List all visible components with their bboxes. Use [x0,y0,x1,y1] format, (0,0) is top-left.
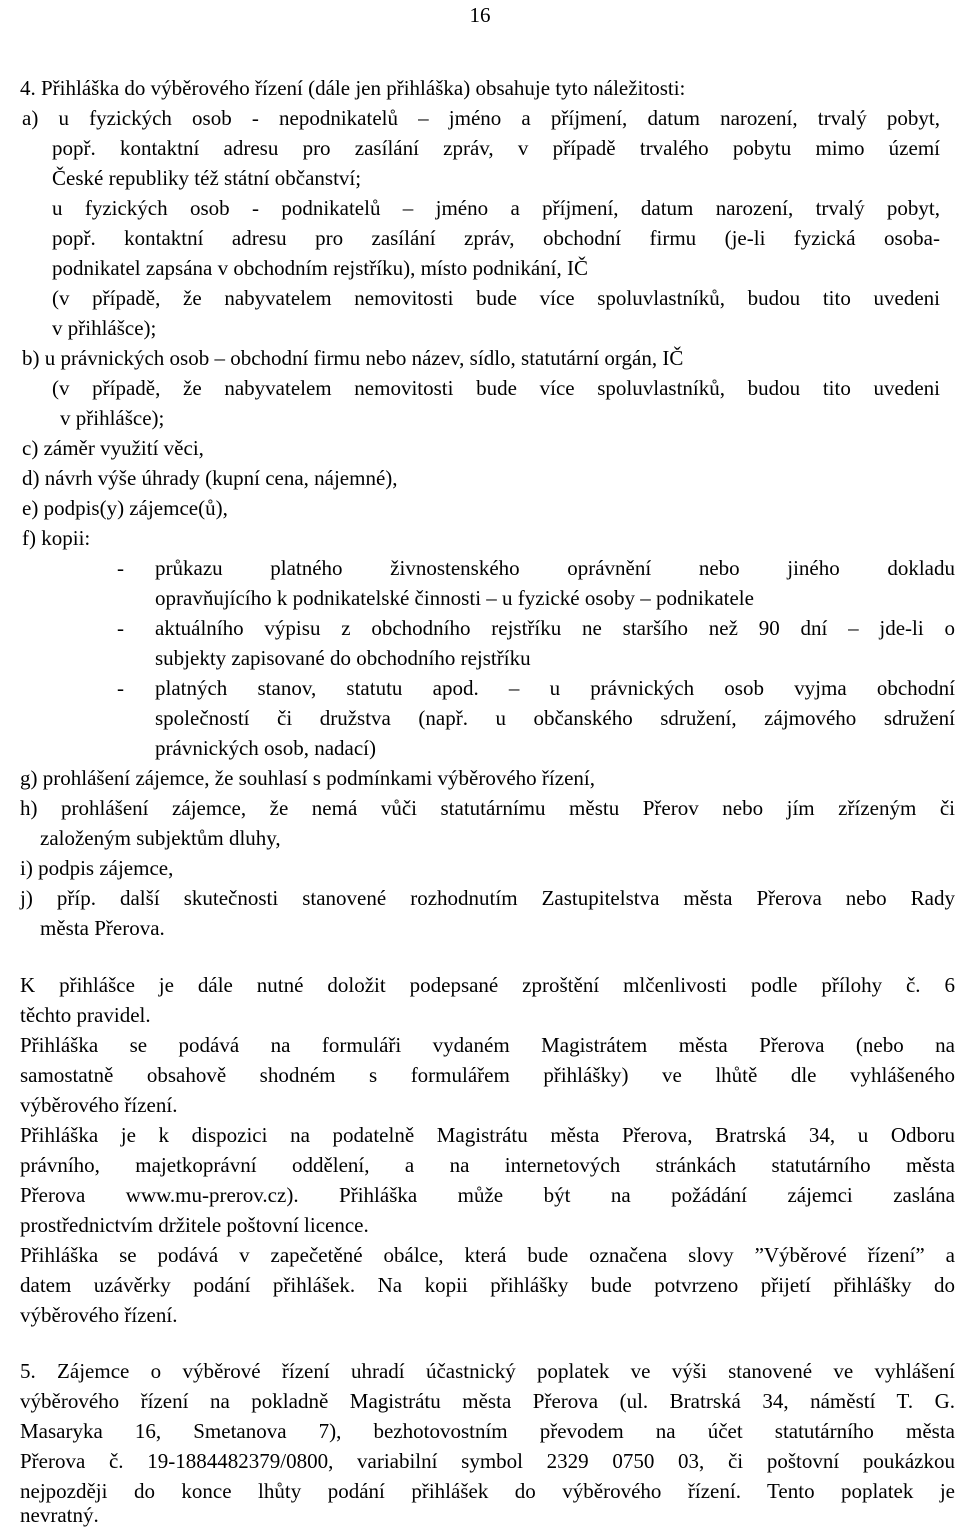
section-5-line6: nevratný. [20,1503,99,1527]
para-4-line1: Přihláška se podává v zapečetěné obálce, která bude označena slovy ”Výběrové řízení” a [20,1243,955,1267]
section-5-line1: 5. Zájemce o výběrové řízení uhradí účastnický poplatek ve výši stanovené ve vyhlášení [20,1359,955,1383]
item-f2-line1: aktuálního výpisu z obchodního rejstříku ne staršího než 90 dní – jde-li o [155,616,955,640]
para-3-line2: právního, majetkoprávní oddělení, a na internetových stránkách statutárního města [20,1153,955,1177]
section-5-line3: Masaryka 16, Smetanova 7), bezhotovostním převodem na účet statutárního města [20,1419,955,1443]
item-b-line2: (v případě, že nabyvatelem nemovitosti bude více spoluvlastníků, budou tito uvedeni [52,376,940,400]
item-a3-line2: v přihlášce); [52,316,157,340]
para-3-line1: Přihláška je k dispozici na podatelně Magistrátu města Přerova, Bratrská 34, u Odboru [20,1123,955,1147]
para-3-line4: prostřednictvím držitele poštovní licence. [20,1213,369,1237]
para-1-line2: těchto pravidel. [20,1003,151,1027]
item-d: d) návrh výše úhrady (kupní cena, nájemné), [22,466,398,490]
item-f3-line2: společností či družstva (např. u občanského sdružení, zájmového sdružení [155,706,955,730]
item-a3-line1: (v případě, že nabyvatelem nemovitosti bude více spoluvlastníků, budou tito uvedeni [52,286,940,310]
item-a-line1: a) u fyzických osob - nepodnikatelů – jméno a příjmení, datum narození, trvalý pobyt, [22,106,940,130]
section-5-line2: výběrového řízení na pokladně Magistrátu města Přerova (ul. Bratrská 34, náměstí T. G. [20,1389,955,1413]
para-3-line3: Přerova www.mu-prerov.cz). Přihláška může být na požádání zájemci zaslána [20,1183,955,1207]
item-a2-line1: u fyzických osob - podnikatelů – jméno a příjmení, datum narození, trvalý pobyt, [52,196,940,220]
item-b-line3: v přihlášce); [60,406,165,430]
para-4-line3: výběrového řízení. [20,1303,178,1327]
item-i: i) podpis zájemce, [20,856,174,880]
section-4-intro: 4. Přihláška do výběrového řízení (dále jen přihláška) obsahuje tyto náležitosti: [20,76,686,100]
para-4-line2: datem uzávěrky podání přihlášek. Na kopii přihlášky bude potvrzeno přijetí přihlášky do [20,1273,955,1297]
item-a2-line2: popř. kontaktní adresu pro zasílání zpráv, obchodní firmu (je-li fyzická osoba- [52,226,940,250]
item-f: f) kopii: [22,526,91,550]
section-5-line4: Přerova č. 19-1884482379/0800, variabilní symbol 2329 0750 03, či poštovní poukázkou [20,1449,955,1473]
item-e: e) podpis(y) zájemce(ů), [22,496,228,520]
item-g: g) prohlášení zájemce, že souhlasí s podmínkami výběrového řízení, [20,766,595,790]
bullet-dash: - [117,556,124,580]
item-h-line2: založeným subjektům dluhy, [40,826,281,850]
item-f1-line2: opravňujícího k podnikatelské činnosti – u fyzické osoby – podnikatele [155,586,754,610]
item-a-line3: České republiky též státní občanství; [52,166,362,190]
item-j-line1: j) příp. další skutečnosti stanovené rozhodnutím Zastupitelstva města Přerova nebo Rady [20,886,955,910]
item-f3-line3: právnických osob, nadací) [155,736,377,760]
section-5-line5: nejpozději do konce lhůty podání přihlášek do výběrového řízení. Tento poplatek je [20,1479,955,1503]
para-1-line1: K přihlášce je dále nutné doložit podepsané zproštění mlčenlivosti podle přílohy č. 6 [20,973,955,997]
item-f1-line1: průkazu platného živnostenského oprávnění nebo jiného dokladu [155,556,955,580]
item-j-line2: města Přerova. [40,916,165,940]
page-number: 16 [469,3,491,27]
item-a2-line3: podnikatel zapsána v obchodním rejstříku), místo podnikání, IČ [52,256,588,280]
item-c: c) záměr využití věci, [22,436,204,460]
para-2-line1: Přihláška se podává na formuláři vydaném Magistrátem města Přerova (nebo na [20,1033,955,1057]
para-2-line3: výběrového řízení. [20,1093,178,1117]
item-a-line2: popř. kontaktní adresu pro zasílání zpráv, v případě trvalého pobytu mimo území [52,136,940,160]
item-h-line1: h) prohlášení zájemce, že nemá vůči statutárnímu městu Přerov nebo jím zřízeným či [20,796,955,820]
item-f2-line2: subjekty zapisované do obchodního rejstříku [155,646,531,670]
para-2-line2: samostatně obsahově shodném s formulářem přihlášky) ve lhůtě dle vyhlášeného [20,1063,955,1087]
item-b-line1: b) u právnických osob – obchodní firmu nebo název, sídlo, statutární orgán, IČ [22,346,684,370]
bullet-dash: - [117,676,124,700]
item-f3-line1: platných stanov, statutu apod. – u právnických osob vyjma obchodní [155,676,955,700]
bullet-dash: - [117,616,124,640]
